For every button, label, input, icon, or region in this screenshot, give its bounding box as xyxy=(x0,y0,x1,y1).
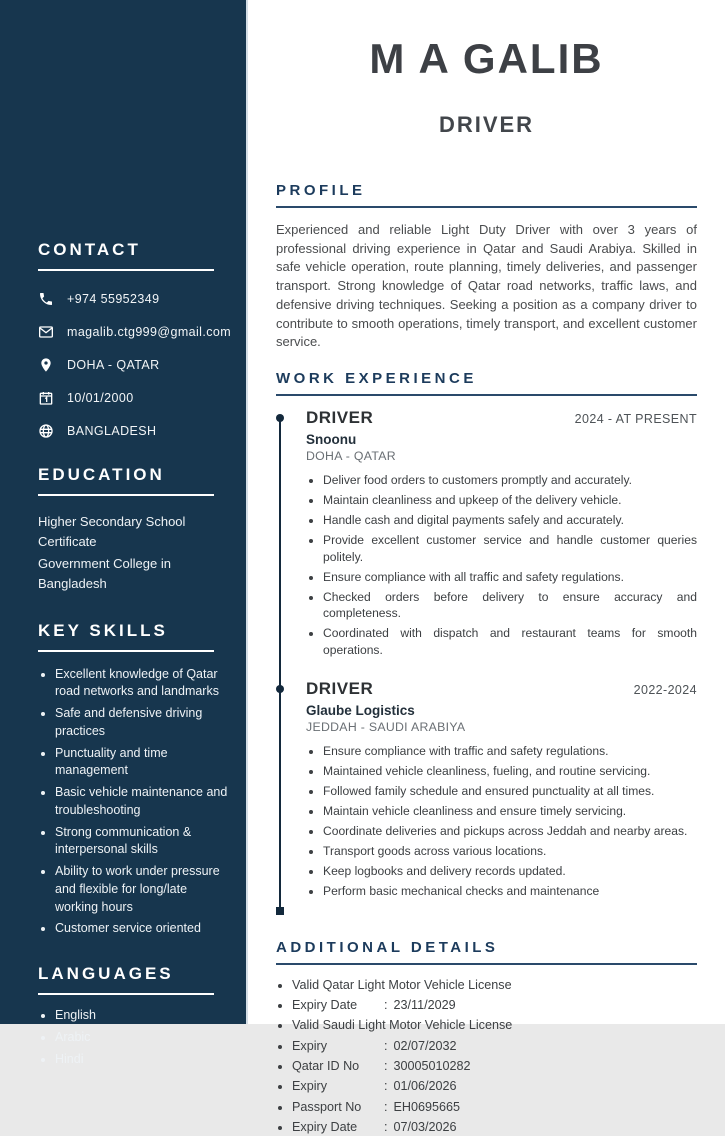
key-skill-item: • Excellent knowledge of Qatar road networks and landmarks xyxy=(55,666,228,702)
experience-timeline xyxy=(276,408,697,915)
education-line: Government College in Bangladesh xyxy=(38,556,171,592)
detail-separator: : xyxy=(384,1099,388,1114)
detail-item xyxy=(292,1038,697,1054)
job-bullet: • Checked orders before delivery to ensure accuracy and completeness. xyxy=(323,589,697,623)
location-icon xyxy=(38,357,54,373)
job-period: 2024 - AT PRESENT xyxy=(574,412,697,427)
detail-label: Valid Saudi Light Motor Vehicle License xyxy=(292,1018,513,1033)
languages-section xyxy=(38,964,228,1068)
job-header xyxy=(306,679,697,699)
contact-row-location xyxy=(38,357,228,373)
job-role: DRIVER xyxy=(306,679,374,699)
detail-label: Expiry xyxy=(292,1079,327,1094)
nationality-text: BANGLADESH xyxy=(67,424,157,438)
key-skill-item: • Strong communication & interpersonal skills xyxy=(55,824,228,860)
job-location: JEDDAH - SAUDI ARABIYA xyxy=(306,720,466,735)
contact-row-phone xyxy=(38,291,228,307)
detail-item xyxy=(292,1119,697,1135)
key-skill-item: • Basic vehicle maintenance and troubleshooting xyxy=(55,784,228,820)
job-bullet: • Ensure compliance with traffic and safety regulations. xyxy=(323,743,697,760)
person-name: M A GALIB xyxy=(369,35,604,82)
job-period: 2022-2024 xyxy=(633,683,697,698)
job-header xyxy=(306,408,697,428)
job-bullets xyxy=(323,743,697,899)
contact-rule xyxy=(38,269,214,271)
job-bullets xyxy=(323,472,697,659)
language-item: • Hindi xyxy=(55,1051,228,1069)
job-bullet: • Perform basic mechanical checks and maintenance xyxy=(323,883,697,900)
globe-icon xyxy=(38,423,54,439)
timeline-end-marker xyxy=(276,907,284,915)
detail-separator: : xyxy=(384,997,388,1012)
education-section xyxy=(38,465,228,595)
contact-section-title: CONTACT xyxy=(38,240,141,259)
detail-item xyxy=(292,1099,697,1115)
job-bullet: • Maintain vehicle cleanliness and ensure timely servicing. xyxy=(323,803,697,820)
work-experience-section xyxy=(276,370,697,915)
key-skill-item: • Safe and defensive driving practices xyxy=(55,705,228,741)
email-address: magalib.ctg999@gmail.com xyxy=(67,325,232,339)
education-rule xyxy=(38,494,214,496)
education-section-title: EDUCATION xyxy=(38,465,165,484)
additional-details-rule xyxy=(276,963,697,965)
key-skills-section xyxy=(38,621,228,939)
language-item: • English xyxy=(55,1007,228,1025)
additional-details-section xyxy=(276,939,697,1136)
person-job-title: DRIVER xyxy=(438,112,535,137)
calendar-icon xyxy=(38,390,54,406)
detail-value: 07/03/2026 xyxy=(393,1120,457,1135)
detail-separator: : xyxy=(384,1038,388,1053)
profile-text: Experienced and reliable Light Duty Driver with over 3 years of professional driving experience in Qatar and Saudi Arabiya. Skilled in safe vehicle operation, route planning, timely deliveries, and passenger transport. Strong knowledge of Qatar road networks, traffic laws, and defensive driving techniques. Seeking a position as a company driver to contribute to smooth operations, timely transport, and excellent customer service. xyxy=(276,222,697,350)
key-skill-item: • Punctuality and time management xyxy=(55,745,228,781)
languages-list xyxy=(38,1007,228,1068)
timeline-dot xyxy=(276,414,284,422)
contact-row-birthdate xyxy=(38,390,228,406)
education-lines xyxy=(38,512,228,595)
languages-section-title: LANGUAGES xyxy=(38,964,174,984)
job-bullet: • Ensure compliance with all traffic and safety regulations. xyxy=(323,569,697,586)
work-experience-rule xyxy=(276,394,697,396)
job-bullet: • Transport goods across various locations. xyxy=(323,843,697,860)
profile-section xyxy=(276,182,697,352)
languages-rule xyxy=(38,993,214,995)
additional-details-section-title: ADDITIONAL DETAILS xyxy=(276,938,499,956)
key-skill-item: • Customer service oriented xyxy=(55,920,228,938)
location-text: DOHA - QATAR xyxy=(67,358,160,372)
detail-value: 23/11/2029 xyxy=(393,997,456,1012)
contact-list xyxy=(38,291,232,439)
main-content xyxy=(250,0,725,1136)
contact-row-nationality xyxy=(38,423,228,439)
job-bullet: • Keep logbooks and delivery records updated. xyxy=(323,863,697,880)
detail-label: Expiry Date xyxy=(292,1120,358,1135)
job-bullet: • Maintained vehicle cleanliness, fueling, and routine servicing. xyxy=(323,763,697,780)
detail-value: 02/07/2032 xyxy=(393,1038,457,1053)
detail-separator: : xyxy=(384,1079,388,1094)
detail-separator: : xyxy=(384,1120,388,1135)
job-entry-snoonu xyxy=(276,408,697,659)
sidebar xyxy=(0,0,248,1066)
timeline-dot xyxy=(276,685,284,693)
header xyxy=(276,35,697,138)
detail-item xyxy=(292,1017,697,1033)
job-company: Glaube Logistics xyxy=(306,703,415,719)
language-item: • Arabic xyxy=(55,1029,228,1047)
detail-value: 30005010282 xyxy=(393,1059,471,1074)
job-role: DRIVER xyxy=(306,408,374,428)
birthdate-text: 10/01/2000 xyxy=(67,391,134,405)
phone-icon xyxy=(38,291,54,307)
contact-section xyxy=(38,240,232,439)
detail-label: Valid Qatar Light Motor Vehicle License xyxy=(292,977,512,992)
detail-item xyxy=(292,977,697,993)
job-bullet: • Coordinate deliveries and pickups across Jeddah and nearby areas. xyxy=(323,823,697,840)
profile-rule xyxy=(276,206,697,208)
job-bullet: • Deliver food orders to customers promptly and accurately. xyxy=(323,472,697,489)
phone-number: +974 55952349 xyxy=(67,292,160,306)
key-skill-item: • Ability to work under pressure and flexible for long/late working hours xyxy=(55,863,228,916)
email-icon xyxy=(38,324,54,340)
job-bullet: • Maintain cleanliness and upkeep of the delivery vehicle. xyxy=(323,492,697,509)
detail-label: Qatar ID No xyxy=(292,1059,360,1074)
detail-label: Expiry xyxy=(292,1038,327,1053)
contact-row-email xyxy=(38,324,232,340)
key-skills-section-title: KEY SKILLS xyxy=(38,620,168,640)
education-line: Higher Secondary School Certificate xyxy=(38,514,186,550)
detail-value: 01/06/2026 xyxy=(393,1079,457,1094)
work-experience-section-title: WORK EXPERIENCE xyxy=(276,370,477,388)
detail-item xyxy=(292,1078,697,1094)
job-bullet: • Followed family schedule and ensured punctuality at all times. xyxy=(323,783,697,800)
job-location: DOHA - QATAR xyxy=(306,449,396,464)
detail-item xyxy=(292,1058,697,1074)
job-company: Snoonu xyxy=(306,432,357,448)
detail-value: EH0695665 xyxy=(393,1099,461,1114)
job-bullet: • Coordinated with dispatch and restaurant teams for smooth operations. xyxy=(323,625,697,659)
detail-separator: : xyxy=(384,1059,388,1074)
job-entry-glaube-logistics xyxy=(276,679,697,899)
detail-label: Expiry Date xyxy=(292,997,358,1012)
detail-label: Passport No xyxy=(292,1099,362,1114)
job-bullet: • Handle cash and digital payments safely and accurately. xyxy=(323,512,697,529)
additional-details-list xyxy=(292,977,697,1136)
job-bullet: • Provide excellent customer service and handle customer queries politely. xyxy=(323,532,697,566)
key-skills-list xyxy=(38,666,228,939)
detail-item xyxy=(292,997,697,1013)
key-skills-rule xyxy=(38,650,214,652)
profile-section-title: PROFILE xyxy=(276,182,366,199)
